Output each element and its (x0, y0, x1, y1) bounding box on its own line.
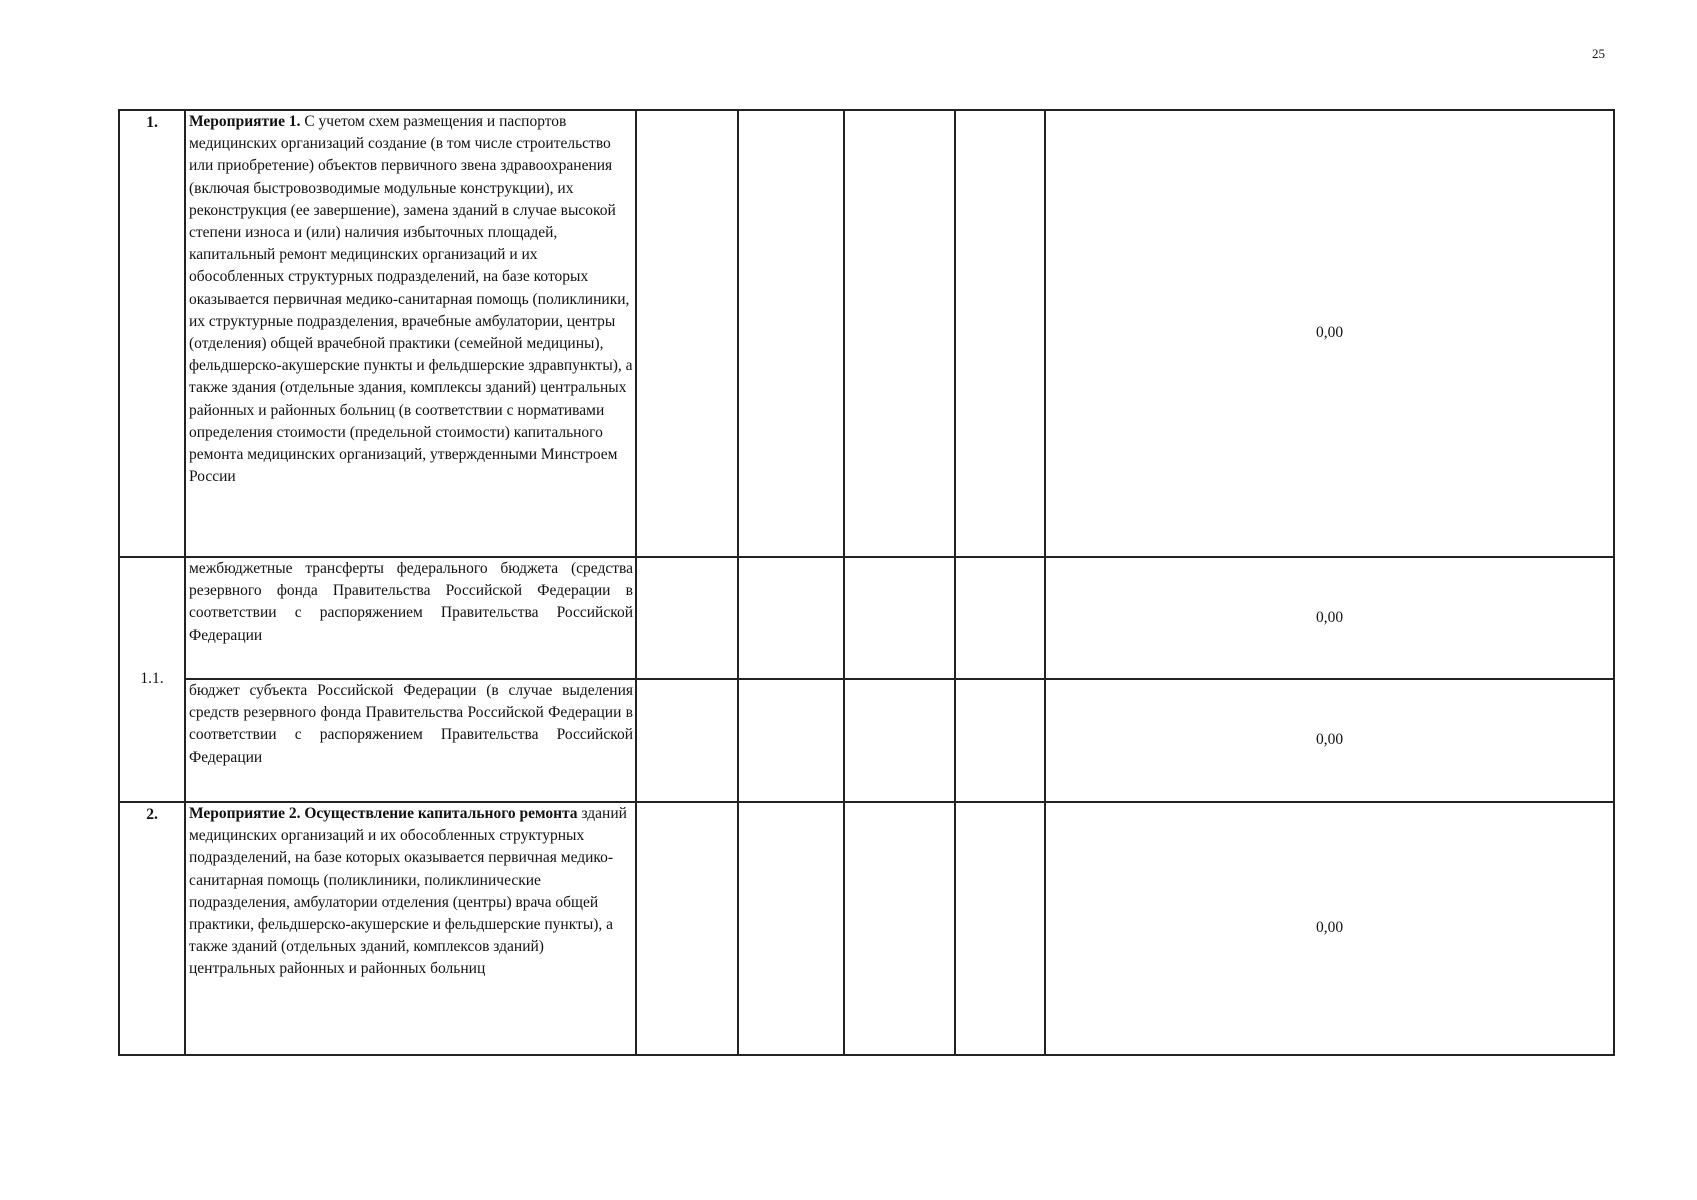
empty-cell (844, 557, 955, 679)
empty-cell (636, 679, 738, 802)
empty-cell (738, 802, 844, 1055)
empty-cell (636, 557, 738, 679)
row-number-1: 1. (119, 110, 185, 557)
table-row-1-1-b (119, 679, 1614, 802)
row-description-1 (185, 110, 636, 557)
empty-cell (738, 557, 844, 679)
row-value-1-1-b: 0,00 (1045, 679, 1614, 802)
row-value-2: 0,00 (1045, 802, 1614, 1055)
row-number-2: 2. (119, 802, 185, 1055)
table-row-2 (119, 802, 1614, 1055)
empty-cell (955, 110, 1045, 557)
empty-cell (955, 802, 1045, 1055)
table-row-1-1-a (119, 557, 1614, 679)
row-title-2: Мероприятие 2. Осуществление капитального ремонта (189, 805, 578, 822)
row-description-2 (185, 802, 636, 1055)
empty-cell (844, 110, 955, 557)
row-value-1-1-a: 0,00 (1045, 557, 1614, 679)
empty-cell (955, 557, 1045, 679)
page-number: 25 (1592, 46, 1605, 61)
row-value-1: 0,00 (1045, 110, 1614, 557)
empty-cell (844, 679, 955, 802)
empty-cell (844, 802, 955, 1055)
row-description-1-1-a: межбюджетные трансферты федерального бюджета (средства резервного фонда Правительства Российской Федерации в соответствии с распоряжением Правительства Российской Федерации (185, 557, 636, 679)
empty-cell (636, 110, 738, 557)
empty-cell (738, 679, 844, 802)
empty-cell (636, 802, 738, 1055)
empty-cell (738, 110, 844, 557)
table-row-1 (119, 110, 1614, 557)
empty-cell (955, 679, 1045, 802)
funding-table (118, 109, 1615, 1056)
row-title-1: Мероприятие 1. (189, 113, 301, 130)
row-number-1-1: 1.1. (119, 557, 185, 802)
row-text-1: С учетом схем размещения и паспортов медицинских организаций создание (в том числе строительство или приобретение) объектов первичного звена здравоохранения (включая быстровозводимые модульные конструкции), их реконструкция (ее завершение), замена зданий в случае высокой степени износа и (или) наличия избыточных площадей, капитальный ремонт медицинских организаций и их обособленных структурных подразделений, на базе которых оказывается первичная медико-санитарная помощь (поликлиники, их структурные подразделения, врачебные амбулатории, центры (отделения) общей врачебной практики (семейной медицины), фельдшерско-акушерские пункты и фельдшерские здравпункты), а также здания (отдельные здания, комплексы зданий) центральных районных и районных больниц (в соответствии с нормативами определения стоимости (предельной стоимости) капитального ремонта медицинских организаций, утвержденными Минстроем России (189, 113, 633, 486)
row-description-1-1-b: бюджет субъекта Российской Федерации (в случае выделения средств резервного фонда Правительства Российской Федерации в соответствии с распоряжением Правительства Российской Федерации (185, 679, 636, 802)
row-text-2: зданий медицинских организаций и их обособленных структурных подразделений, на базе которых оказывается первичная медико-санитарная помощь (поликлиники, поликлинические подразделения, амбулатории отделения (центры) врача общей практики, фельдшерско-акушерские и фельдшерские пункты), а также зданий (отдельных зданий, комплексов зданий) центральных районных и районных больниц (189, 805, 627, 978)
